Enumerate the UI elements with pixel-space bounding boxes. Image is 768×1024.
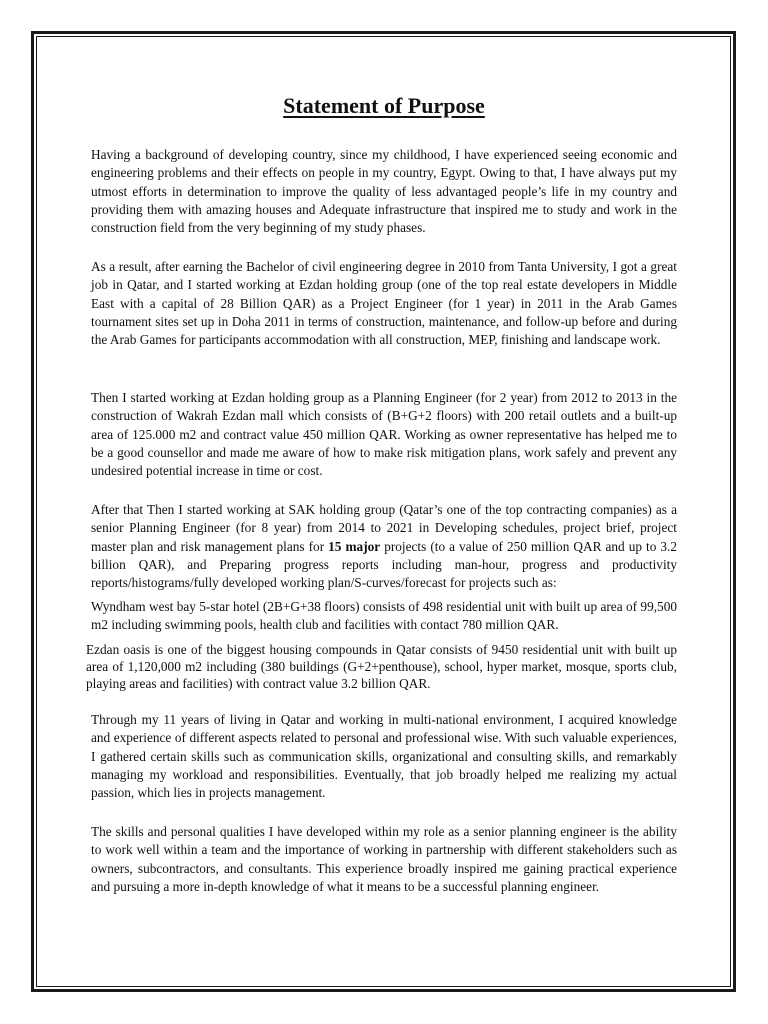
paragraph-ezdan-project-engineer: As a result, after earning the Bachelor of civil engineering degree in 2010 from Tanta University, I got a great job in Qatar, and I started working at Ezdan holding group (one of the top real estate developers in Middle East with a capital of 28 Billion QAR) as a Project Engineer (for 1 year) in 2011 in the Arab Games tournament sites set up in Doha 2011 in terms of construction, maintenance, and follow-up before and during the Arab Games for participants accommodation with all construction, MEP, finishing and landscape work. [91, 259, 677, 348]
sak-text-after: projects (to a value of 250 million QAR and up to 3.2 billion QAR), and Preparing progress reports including man-hour, progress and productivity reports/histograms/fully developed working plan/S-curves/forecast for projects such as: [91, 538, 677, 591]
paragraph-wyndham: Wyndham west bay 5-star hotel (2B+G+38 floors) consists of 498 residential unit with built up area of 99,500 m2 including swimming pools, health club and facilities with contact 780 million QAR. [91, 599, 677, 633]
paragraph-ezdan-planning-engineer: Then I started working at Ezdan holding group as a Planning Engineer (for 2 year) from 2012 to 2013 in the construction of Wakrah Ezdan mall which consists of (B+G+2 floors) with 200 retail outlets and a built-up area of 125.000 m2 and contract value 450 million QAR. Working as owner representative has helped me to be a good counsellor and made me aware of how to make risk mitigation plans, work safely and prevent any undesired potential increase in time or cost. [91, 390, 677, 479]
paragraph-background: Having a background of developing country, since my childhood, I have experienced seeing economic and engineering problems and their effects on people in my country, Egypt. Owing to that, I have always put my utmost efforts in determination to improve the quality of less advantaged people’s life in my country and providing them with amazing houses and Adequate infrastructure that inspired me to study and work in the construction field from the very beginning of my study phases. [91, 147, 677, 236]
sak-text-before: After that Then I started working at SAK holding group (Qatar’s one of the top contracting companies) as a senior Planning Engineer (for 8 year) from 2014 to 2021 in Developing schedules, project brief, project master plan and risk management plans for [91, 502, 677, 554]
paragraph-qatar-experience: Through my 11 years of living in Qatar and working in multi-national environment, I acquired knowledge and experience of different aspects related to personal and professional wise. With such valuable experiences, I gathered certain skills such as communication skills, organizational and consulting skills, and remarkably managing my workload and responsibilities. Eventually, that job broadly helped me realizing my actual passion, which lies in projects management. [91, 712, 677, 801]
paragraph-ezdan-oasis: Ezdan oasis is one of the biggest housing compounds in Qatar consists of 9450 residential unit with built up area of 1,120,000 m2 including (380 buildings (G+2+penthouse), school, hyper market, mosque, sports club, playing areas and facilities) with contract value 3.2 billion QAR. [86, 642, 677, 691]
paragraph-sak-holding [91, 501, 677, 592]
document-title: Statement of Purpose [283, 93, 485, 118]
paragraph-skills: The skills and personal qualities I have developed within my role as a senior planning engineer is the ability to work well within a team and the importance of working in partnership with different stakeholders such as owners, subcontractors, and consultants. This experience broadly inspired me gaining practical experience and pursuing a more in-depth knowledge of what it means to be a successful planning engineer. [91, 824, 677, 894]
sak-text-bold: 15 major [328, 538, 381, 554]
